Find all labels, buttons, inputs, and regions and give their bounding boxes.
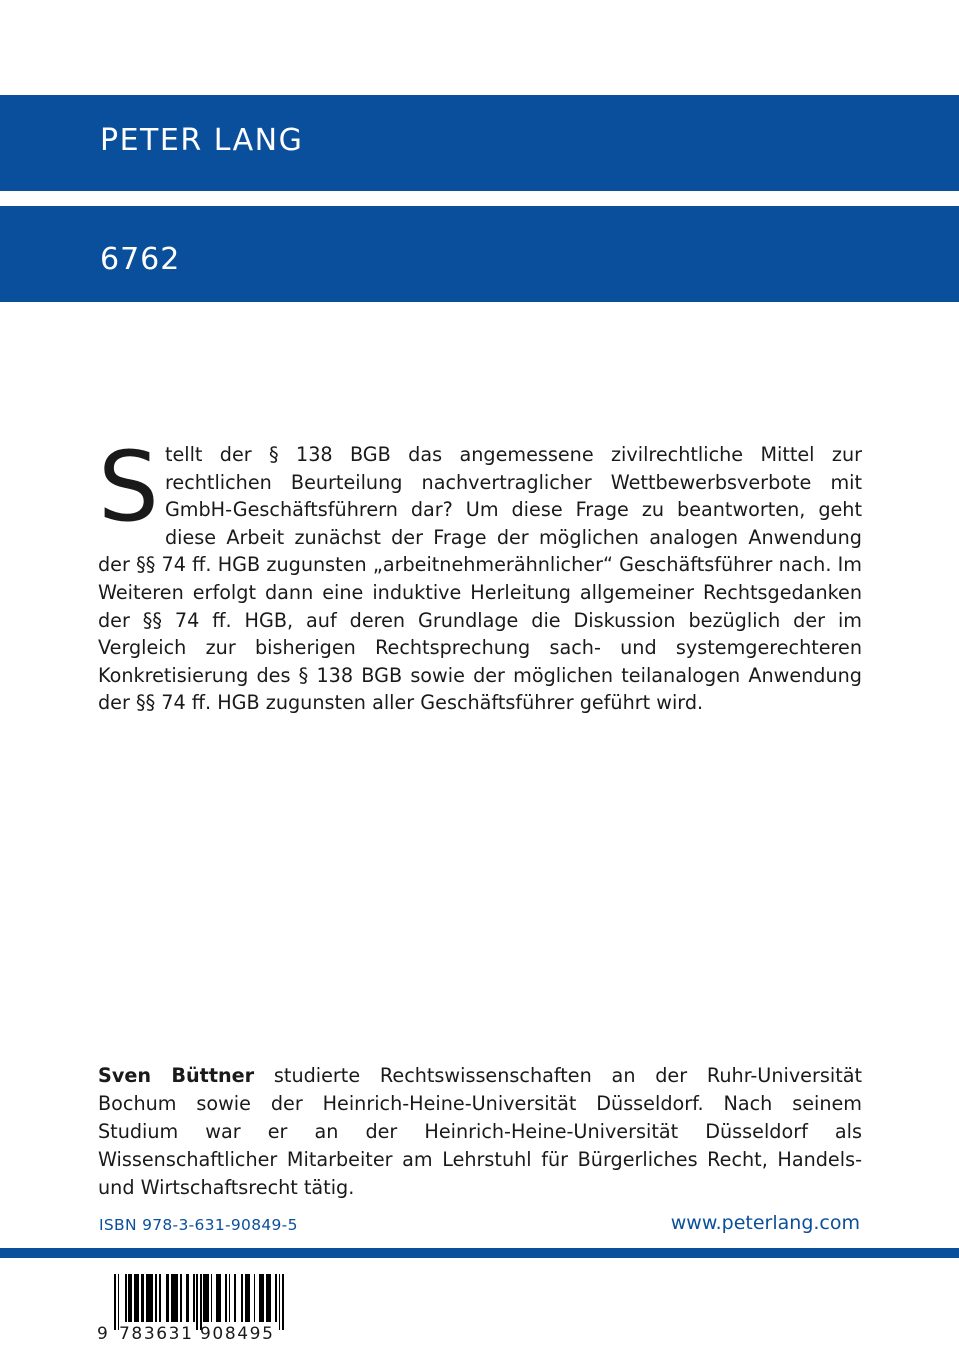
barcode-bar <box>152 1274 154 1322</box>
barcode-bar <box>234 1274 236 1322</box>
barcode-bar <box>229 1274 231 1322</box>
barcode-bar <box>279 1274 281 1330</box>
barcode-bar <box>270 1274 272 1322</box>
barcode-bar <box>137 1274 139 1322</box>
isbn: ISBN 978-3-631-90849-5 <box>99 1216 298 1234</box>
barcode-bar <box>193 1274 195 1322</box>
barcode-bar <box>207 1274 209 1322</box>
barcode-bar <box>248 1274 250 1322</box>
barcode-bar <box>159 1274 161 1322</box>
barcode-bar <box>196 1274 198 1330</box>
publisher-website-link[interactable]: www.peterlang.com <box>670 1212 860 1234</box>
barcode-bar <box>125 1274 127 1322</box>
barcode-digits-left: 783631 <box>119 1324 194 1344</box>
barcode-digits-right: 908495 <box>200 1324 275 1344</box>
barcode-bar <box>225 1274 227 1322</box>
barcode-bar <box>130 1274 132 1322</box>
isbn-barcode <box>97 1274 287 1346</box>
barcode-bar <box>155 1274 157 1322</box>
barcode-bar <box>220 1274 222 1322</box>
barcode-bar <box>200 1274 202 1330</box>
publisher-band <box>0 95 959 191</box>
barcode-bar <box>114 1274 116 1330</box>
barcode-digit-first: 9 <box>97 1324 109 1344</box>
barcode-bar <box>211 1274 213 1322</box>
barcode-bar <box>118 1274 120 1330</box>
barcode-bar <box>168 1274 170 1322</box>
barcode-bar <box>180 1274 182 1322</box>
drop-cap: S <box>98 431 159 543</box>
barcode-bar <box>275 1274 277 1322</box>
barcode-bar <box>263 1274 265 1322</box>
barcode-bar <box>241 1274 243 1322</box>
author-bio <box>98 1062 862 1202</box>
series-number: 6762 <box>100 242 181 277</box>
footer-divider <box>0 1248 959 1258</box>
abstract-text <box>98 431 862 717</box>
author-name: Sven Büttner <box>98 1064 255 1087</box>
barcode-bars <box>114 1274 284 1330</box>
publisher-name: PETER LANG <box>100 123 304 158</box>
series-band <box>0 206 959 302</box>
barcode-bar <box>282 1274 284 1330</box>
barcode-bar <box>187 1274 189 1322</box>
barcode-bar <box>177 1274 179 1322</box>
barcode-bar <box>143 1274 145 1322</box>
barcode-bar <box>254 1274 256 1322</box>
abstract-body: tellt der § 138 BGB das angemessene zivilrechtliche Mittel zur rechtlichen Beurteilung nachvertraglicher Wettbewerbsverbote mit GmbH-Geschäftsführern dar? Um diese Frage zu beantworten, geht diese Arbeit zunächst der Frage der möglichen analogen Anwendung der §§ 74 ff. HGB zugunsten „arbeitnehmerähnlicher“ Geschäftsführer nach. Im Weiteren erfolgt dann eine induktive Herleitung allgemeiner Rechtsgedanken der §§ 74 ff. HGB, auf deren Grundlage die Diskussion bezüglich der im Vergleich zur bisherigen Rechtsprechung sach- und systemgerechteren Konkretisierung des § 138 BGB sowie der möglichen teilanalogen Anwendung der §§ 74 ff. HGB zugunsten aller Geschäftsführer geführt wird. <box>98 443 862 715</box>
author-bio-body: studierte Rechtswissenschaften an der Ruhr-Universität Bochum sowie der Heinrich-Heine-Universität Düsseldorf. Nach seinem Studium war er an der Heinrich-Heine-Universität Düsseldorf als Wissenschaftlicher Mitarbeiter am Lehrstuhl für Bürgerliches Recht, Handels- und Wirtschaftsrecht tätig. <box>98 1064 863 1199</box>
